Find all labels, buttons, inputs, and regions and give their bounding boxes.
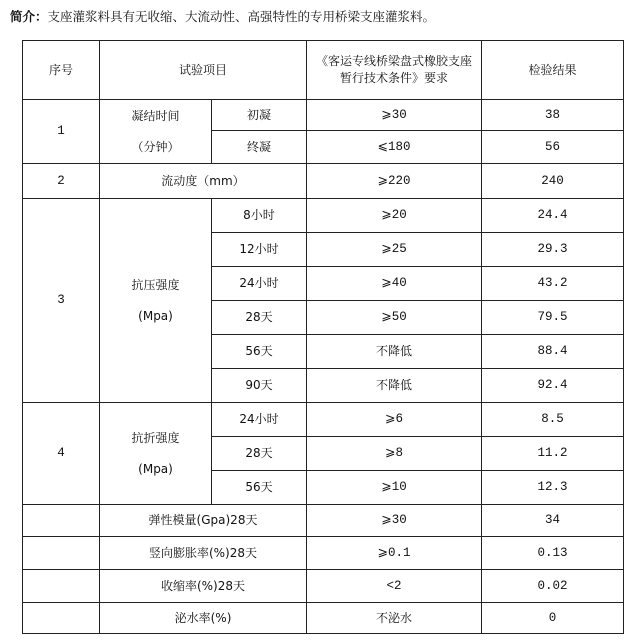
row-result: 0	[482, 603, 624, 634]
intro-text: 支座灌浆料具有无收缩、大流动性、高强特性的专用桥梁支座灌浆料。	[47, 9, 436, 24]
row-req: ⩾20	[307, 199, 482, 233]
row-result: 43.2	[482, 267, 624, 301]
row-seq: 4	[23, 403, 100, 505]
row-item: 竖向膨胀率(%)28天	[100, 537, 307, 570]
row-req: ⩾30	[307, 505, 482, 537]
intro-label: 简介：	[10, 9, 48, 24]
row-req: ⩾30	[307, 100, 482, 131]
row-req: ⩾50	[307, 301, 482, 335]
row-result: 38	[482, 100, 624, 131]
row-req: ⩾25	[307, 233, 482, 267]
row-item	[100, 403, 212, 505]
row-req: ⩾0.1	[307, 537, 482, 570]
row-result: 24.4	[482, 199, 624, 233]
row-result: 92.4	[482, 369, 624, 403]
row-item-line2: (Mpa)	[138, 461, 173, 476]
row-req: ⩾40	[307, 267, 482, 301]
row-sub: 8小时	[212, 199, 307, 233]
row-item: 泌水率(%)	[100, 603, 307, 634]
row-req: ⩾220	[307, 164, 482, 199]
table-header-row	[23, 41, 624, 100]
row-seq: 1	[23, 100, 100, 164]
row-sub: 90天	[212, 369, 307, 403]
row-req: ⩾10	[307, 471, 482, 505]
header-requirement	[307, 41, 482, 100]
table-row	[23, 603, 624, 634]
row-req: ⩽180	[307, 131, 482, 164]
row-item: 弹性模量(Gpa)28天	[100, 505, 307, 537]
row-result: 240	[482, 164, 624, 199]
row-sub: 56天	[212, 471, 307, 505]
row-sub: 终凝	[212, 131, 307, 164]
row-req: 不降低	[307, 335, 482, 369]
row-item: 流动度（mm）	[100, 164, 307, 199]
row-result: 0.13	[482, 537, 624, 570]
row-result: 0.02	[482, 570, 624, 603]
row-sub: 24小时	[212, 403, 307, 437]
row-seq	[23, 505, 100, 537]
row-seq	[23, 603, 100, 634]
row-result: 34	[482, 505, 624, 537]
row-item-line2: (Mpa)	[138, 308, 173, 323]
header-item: 试验项目	[100, 41, 307, 100]
row-result: 79.5	[482, 301, 624, 335]
test-results-table	[22, 40, 624, 634]
row-result: 8.5	[482, 403, 624, 437]
row-result: 29.3	[482, 233, 624, 267]
header-requirement-line2: 暂行技术条件》要求	[339, 71, 448, 85]
header-result: 检验结果	[482, 41, 624, 100]
row-sub: 初凝	[212, 100, 307, 131]
row-req: <2	[307, 570, 482, 603]
row-result: 11.2	[482, 437, 624, 471]
table-row	[23, 403, 624, 437]
table-row	[23, 164, 624, 199]
row-sub: 24小时	[212, 267, 307, 301]
row-sub: 12小时	[212, 233, 307, 267]
row-item-line1: 抗折强度	[131, 430, 180, 445]
table-row	[23, 570, 624, 603]
header-seq: 序号	[23, 41, 100, 100]
row-item-line1: 抗压强度	[131, 277, 180, 292]
row-item-line1: 凝结时间	[131, 108, 180, 123]
row-result: 12.3	[482, 471, 624, 505]
row-result: 56	[482, 131, 624, 164]
row-sub: 56天	[212, 335, 307, 369]
row-seq	[23, 537, 100, 570]
table-row	[23, 537, 624, 570]
row-sub: 28天	[212, 301, 307, 335]
row-req: 不降低	[307, 369, 482, 403]
row-item	[100, 100, 212, 164]
row-req: 不泌水	[307, 603, 482, 634]
row-result: 88.4	[482, 335, 624, 369]
row-req: ⩾8	[307, 437, 482, 471]
row-seq	[23, 570, 100, 603]
row-sub: 28天	[212, 437, 307, 471]
row-seq: 3	[23, 199, 100, 403]
row-seq: 2	[23, 164, 100, 199]
row-req: ⩾6	[307, 403, 482, 437]
row-item-line2: （分钟）	[131, 139, 180, 154]
header-requirement-line1: 《客运专线桥梁盘式橡胶支座	[315, 54, 472, 68]
table-row	[23, 505, 624, 537]
row-item	[100, 199, 212, 403]
table-row	[23, 199, 624, 233]
table-row	[23, 100, 624, 131]
row-item: 收缩率(%)28天	[100, 570, 307, 603]
intro-paragraph	[10, 9, 435, 25]
